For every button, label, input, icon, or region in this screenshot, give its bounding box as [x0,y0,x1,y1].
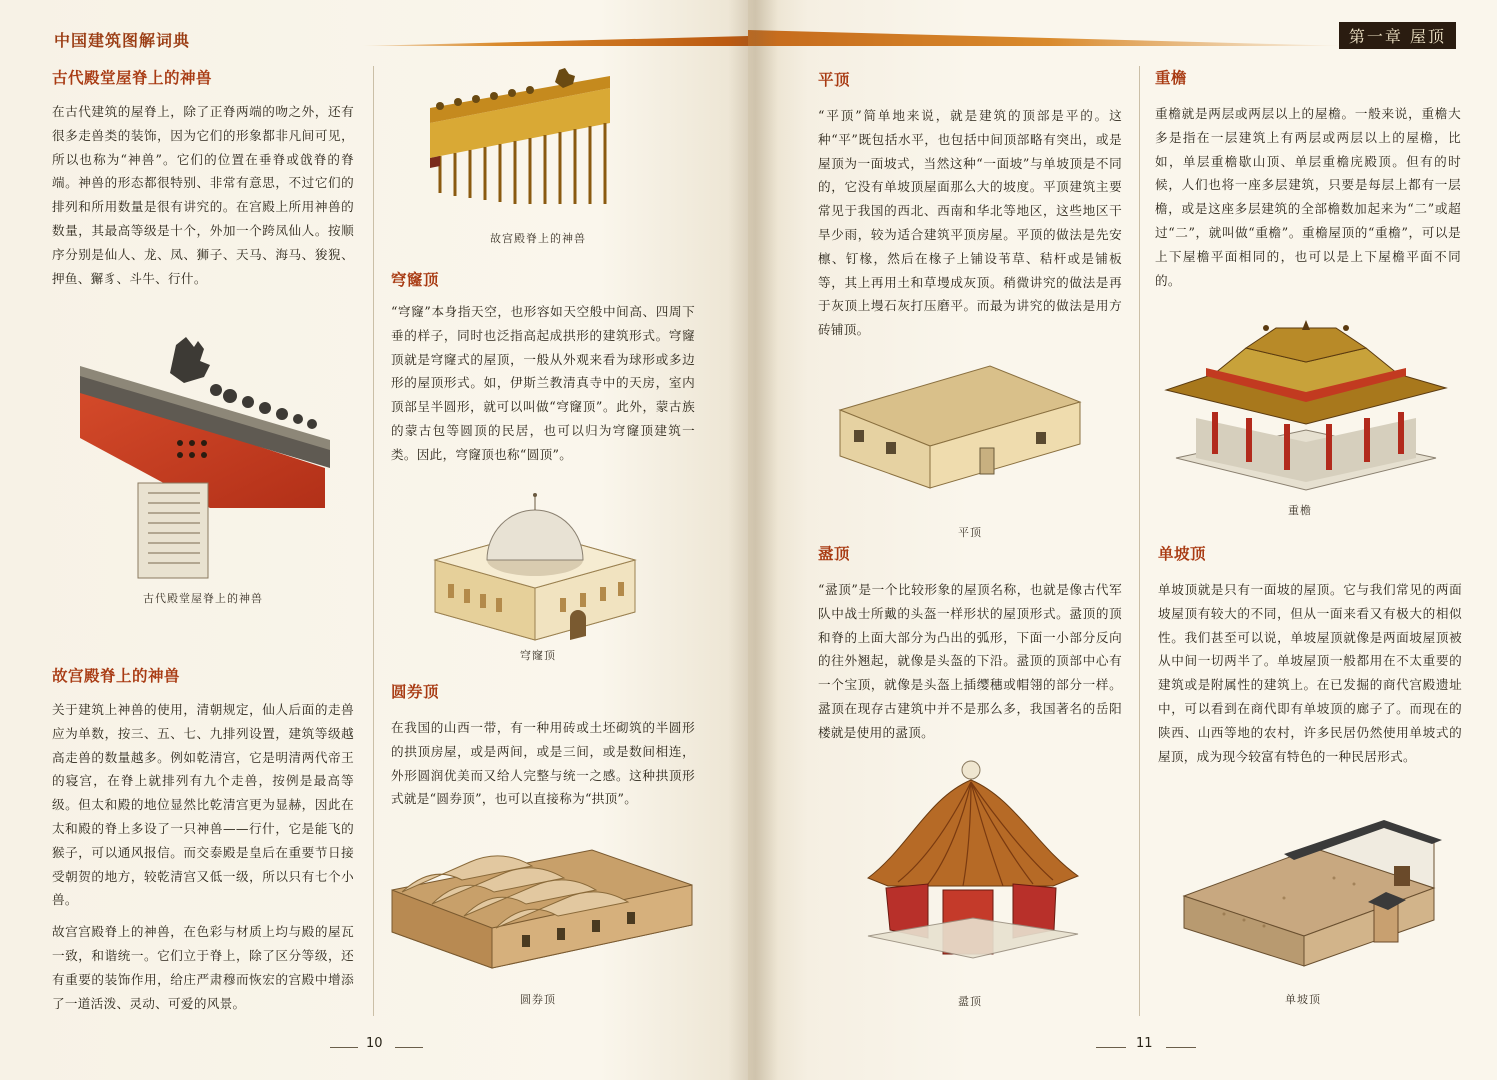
section-body: 在我国的山西一带，有一种用砖或土坯砌筑的半圆形的拱顶房屋，或是两间，或是三间，或是数间相连，外形圆润优美而又给人完整与统一之感。这种拱顶形式就是“圆券顶”，也可以直接称为“拱顶”。 [391,720,695,807]
section-vault-roof [391,680,695,811]
page-number-rule [1096,1047,1126,1048]
single-slope-illustration [1184,818,1442,968]
palace-ridge-illustration [420,68,620,213]
section-body: “穹窿”本身指天空，也形容如天空般中间高、四周下垂的样子，同时也泛指高起成拱形的建筑形式。穹窿顶就是穹窿式的屋顶，一般从外观来看为球形或多边形的屋顶形式。如，伊斯兰教清真寺中的天房，室内顶部呈半圆形，就可以叫做“穹窿顶”。此外，蒙古族的蒙古包等圆顶的民居，也可以归为穹窿顶建筑一类。因此，穹窿顶也称“圆顶”。 [391,304,695,462]
left-page [0,0,748,1080]
section-title: 平顶 [818,71,851,89]
section-body: “盝顶”是一个比较形象的屋顶名称，也就是像古代军队中战士所戴的头盔一样形状的屋顶形式。盝顶的顶和脊的上面大部分为凸出的弧形，下面一小部分反向的往外翘起，就像是头盔的下沿。盝顶的顶部中心有一个宝顶，就像是头盔上插缨穗或帽翎的部分一样。盝顶在现存古建筑中并不是那么多，我国著名的岳阳楼就是使用的盝顶。 [818,582,1122,740]
figure-caption: 圆券顶 [520,993,556,1006]
section-dome-roof [391,268,695,467]
page-number-rule [330,1047,358,1048]
column-divider [1139,66,1140,1016]
header-decoration-bar [748,30,1348,46]
section-body: “平顶”简单地来说，就是建筑的顶部是平的。这种“平”既包括水平，也包括中间顶部略有突出，或是屋顶为一面坡式，当然这种“一面坡”与单坡顶是不同的，它没有单坡顶屋面那么大的坡度。平顶建筑主要常见于我国的西北、西南和华北等地区，这些地区干旱少雨，较为适合建筑平顶房屋。平顶的做法是先安檩、钉椽，然后在椽子上铺设苇草、秸杆或是铺板等，其上再用土和草墁成灰顶。稍微讲究的做法是再于灰顶上墁石灰打压磨平。而最为讲究的做法是用方砖铺顶。 [818,108,1122,338]
section-body-2: 故宫宫殿脊上的神兽，在色彩与材质上均与殿的屋瓦一致，和谐统一。它们立于脊上，除了区分等级，还有重要的装饰作用，给庄严肃穆而恢宏的宫殿中增添了一道活泼、灵动、可爱的风景。 [52,924,354,1011]
figure-caption: 重檐 [1288,504,1312,517]
page-number: 10 [366,1036,383,1051]
figure-caption: 平顶 [958,526,982,539]
section-divine-beasts [52,66,354,290]
figure-caption: 古代殿堂屋脊上的神兽 [143,592,263,605]
section-title: 单坡顶 [1158,545,1207,563]
vault-roof-illustration [392,840,694,970]
page-number-rule [395,1047,423,1048]
figure-caption: 穹窿顶 [520,649,556,662]
header-decoration-bar [330,36,748,46]
column-divider [373,66,374,1016]
page-number: 11 [1136,1036,1153,1051]
right-page [748,0,1497,1080]
section-palace-beasts [52,664,354,1015]
figure-caption: 故宫殿脊上的神兽 [490,232,586,245]
running-title: 中国建筑图解词典 [54,31,191,50]
dome-roof-illustration [430,492,640,640]
section-flat-roof [818,68,1122,342]
figure-caption: 单坡顶 [1285,993,1321,1006]
section-body: 重檐就是两层或两层以上的屋檐。一般来说，重檐大多是指在一层建筑上有两层或两层以上的屋檐，比如，单层重檐歇山顶、单层重檐庑殿顶。但有的时候，人们也将一座多层建筑，只要是每层上都有一层檐，或是这座多层建筑的全部檐数加起来为“二”或超过“二”，就叫做“重檐”。重檐屋顶的“重檐”，可以是上下屋檐平面相同的，也可以是上下屋檐平面不同的。 [1155,106,1461,288]
ridge-beasts-illustration [60,318,350,578]
flat-roof-illustration [840,360,1082,490]
section-title: 圆券顶 [391,683,440,701]
section-body: 在古代建筑的屋脊上，除了正脊两端的吻之外，还有很多走兽类的装饰，因为它们的形象都非凡间可见，所以也称为“神兽”。它们的位置在垂脊或戗脊的脊端。神兽的形态都很特别、非常有意思，不过它们的排列和所用数量是很有讲究的。在宫殿上所用神兽的数量，其最高等级是十个，外加一个跨凤仙人。按顺序分别是仙人、龙、凤、狮子、天马、海马、狻猊、押鱼、獬豸、斗牛、行什。 [52,104,354,286]
figure-caption: 盝顶 [958,995,982,1008]
section-title: 重檐 [1155,69,1188,87]
section-helmet-roof [818,542,1122,745]
helmet-roof-illustration [868,758,1078,958]
chapter-label: 第一章 屋顶 [1339,22,1456,49]
section-body: 关于建筑上神兽的使用，清朝规定，仙人后面的走兽应为单数，按三、五、七、九排列设置，建筑等级越高走兽的数量越多。例如乾清宫，它是明清两代帝王的寝宫，在脊上就排列有九个走兽，按例是最高等级。但太和殿的地位显然比乾清宫更为显赫，因此在太和殿的脊上多设了一只神兽——行什，它是能飞的猴子，可以通风报信。而交泰殿是皇后在重要节日接受朝贺的地方，较乾清宫又低一级，所以只有七个小兽。 [52,702,354,908]
section-body: 单坡顶就是只有一面坡的屋顶。它与我们常见的两面坡屋顶有较大的不同，但从一面来看又有极大的相似性。我们甚至可以说，单坡屋顶就像是两面坡屋顶被从中间一切两半了。单坡屋顶一般都用在不太重要的建筑或是附属性的建筑上。在已发掘的商代宫殿遗址中，可以看到在商代即有单坡顶的廊子了。而现在的陕西、山西等地的农村，许多民居仍然使用单坡式的屋顶，成为现今较富有特色的一种民居形式。 [1158,582,1462,764]
section-title: 古代殿堂屋脊上的神兽 [52,69,213,87]
section-title: 穹窿顶 [391,271,440,289]
section-double-eaves [1155,66,1461,292]
section-title: 盝顶 [818,545,851,563]
page-number-rule [1166,1047,1196,1048]
double-eaves-illustration [1166,318,1446,490]
section-title: 故宫殿脊上的神兽 [52,667,181,685]
section-single-slope [1158,542,1462,768]
